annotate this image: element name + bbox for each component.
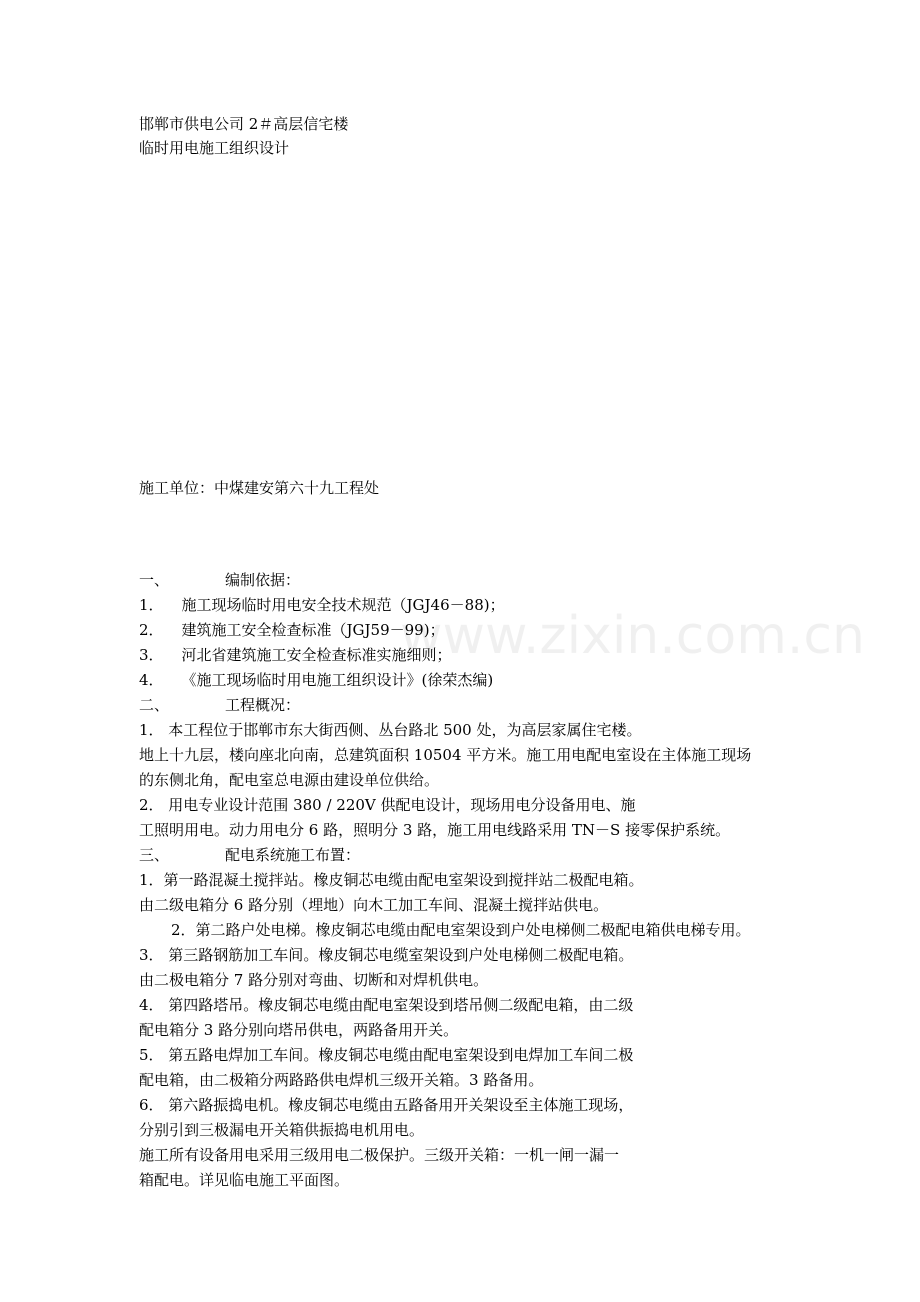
layout-line: 配电箱，由二极箱分两路路供电焊机三级开关箱。3 路备用。 <box>139 1071 544 1089</box>
basis-item: 3． 河北省建筑施工安全检查标准实施细则； <box>139 646 452 664</box>
layout-line: 箱配电。详见临电施工平面图。 <box>139 1171 350 1189</box>
section-3-title: 配电系统施工布置： <box>225 846 361 864</box>
overview-line: 2． 用电专业设计范围 380 / 220V 供配电设计，现场用电分设备用电、施 <box>139 796 636 814</box>
overview-line: 1． 本工程位于邯郸市东大街西侧、丛台路北 500 处，为高层家属住宅楼。 <box>139 721 642 739</box>
section-2-heading <box>139 695 300 715</box>
layout-line: 由二极电箱分 7 路分别对弯曲、切断和对焊机供电。 <box>139 971 489 989</box>
contractor-line: 施工单位：中煤建安第六十九工程处 <box>139 479 380 497</box>
layout-line: 配电箱分 3 路分别向塔吊供电，两路备用开关。 <box>139 1021 459 1039</box>
section-2-number: 二、 <box>139 696 170 714</box>
overview-line: 地上十九层，楼向座北向南，总建筑面积 10504 平方米。施工用电配电室设在主体施工现场 <box>139 746 752 764</box>
section-1-title: 编制依据： <box>225 571 301 589</box>
layout-line: 3． 第三路钢筋加工车间。橡皮铜芯电缆室架设到户处电梯侧二极配电箱。 <box>139 946 634 964</box>
layout-line: 5． 第五路电焊加工车间。橡皮铜芯电缆由配电室架设到电焊加工车间二极 <box>139 1046 634 1064</box>
layout-line: 4． 第四路塔吊。橡皮铜芯电缆由配电室架设到塔吊侧二级配电箱，由二级 <box>139 996 634 1014</box>
section-3-number: 三、 <box>139 846 170 864</box>
layout-line: 由二级电箱分 6 路分别（埋地）向木工加工车间、混凝土搅拌站供电。 <box>139 896 609 914</box>
layout-line: 2．第二路户处电梯。橡皮铜芯电缆由配电室架设到户处电梯侧二极配电箱供电梯专用。 <box>171 921 751 939</box>
section-2-title: 工程概况： <box>225 696 301 714</box>
basis-item: 2． 建筑施工安全检查标准（JGJ59－99)； <box>139 621 445 639</box>
section-1-number: 一、 <box>139 571 170 589</box>
title-line-1: 邯郸市供电公司 2＃高层信宅楼 <box>139 115 349 133</box>
basis-item: 4． 《施工现场临时用电施工组织设计》(徐荣杰编) <box>139 671 494 689</box>
watermark: www.zixin.com.cn <box>400 606 865 666</box>
layout-line: 分别引到三极漏电开关箱供振捣电机用电。 <box>139 1121 425 1139</box>
overview-line: 工照明用电。动力用电分 6 路，照明分 3 路，施工用电线路采用 TN－S 接零保护系统。 <box>139 821 731 839</box>
section-3-heading <box>139 845 360 865</box>
layout-line: 6． 第六路振捣电机。橡皮铜芯电缆由五路备用开关架设至主体施工现场， <box>139 1096 634 1114</box>
title-line-2: 临时用电施工组织设计 <box>139 139 290 157</box>
layout-line: 1．第一路混凝土搅拌站。橡皮铜芯电缆由配电室架设到搅拌站二极配电箱。 <box>139 871 644 889</box>
overview-line: 的东侧北角，配电室总电源由建设单位供给。 <box>139 771 440 789</box>
basis-item: 1． 施工现场临时用电安全技术规范（JGJ46－88)； <box>139 596 505 614</box>
layout-line: 施工所有设备用电采用三级用电二极保护。三级开关箱：一机一闸一漏一 <box>139 1146 620 1164</box>
section-1-heading <box>139 570 300 590</box>
